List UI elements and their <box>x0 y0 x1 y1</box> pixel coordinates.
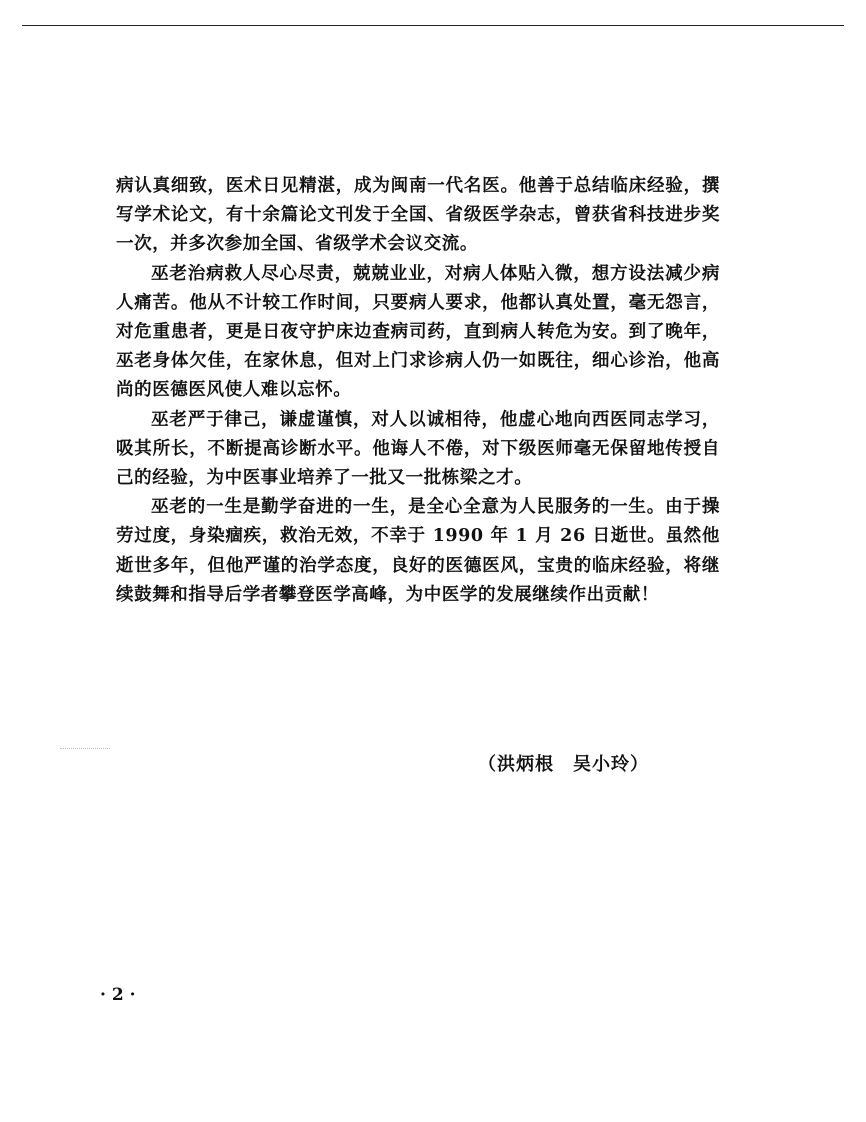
scan-specks <box>60 748 110 750</box>
article-body <box>116 172 720 610</box>
page-number: · 2 · <box>100 985 136 1005</box>
paragraph-1: 病认真细致，医术日见精湛，成为闽南一代名医。他善于总结临床经验，撰写学术论文，有十余篇论文刊发于全国、省级医学杂志，曾获省科技进步奖一次，并多次参加全国、省级学术会议交流。 <box>116 176 720 255</box>
paragraph-4: 巫老的一生是勤学奋进的一生，是全心全意为人民服务的一生。由于操劳过度，身染痼疾，救治无效，不幸于 1990 年 1 月 26 日逝世。虽然他逝世多年，但他严谨的治学态度，良好的医德医风，宝贵的临床经验，将继续鼓舞和指导后学者攀登医学高峰，为中医学的发展继续作出贡献！ <box>116 497 720 605</box>
paragraph-2: 巫老治病救人尽心尽责，兢兢业业，对病人体贴入微，想方设法减少病人痛苦。他从不计较工作时间，只要病人要求，他都认真处置，毫无怨言，对危重患者，更是日夜守护床边查病司药，直到病人转危为安。到了晚年，巫老身体欠佳，在家休息，但对上门求诊病人仍一如既往，细心诊治，他高尚的医德医风使人难以忘怀。 <box>116 263 720 401</box>
paragraph-3: 巫老严于律己，谦虚谨慎，对人以诚相待，他虚心地向西医同志学习，吸其所长，不断提高诊断水平。他诲人不倦，对下级医师毫无保留地传授自己的经验，为中医事业培养了一批又一批栋梁之才。 <box>116 409 720 489</box>
author-signature: （洪炳根 吴小玲） <box>478 754 649 775</box>
header-rule <box>22 25 844 26</box>
